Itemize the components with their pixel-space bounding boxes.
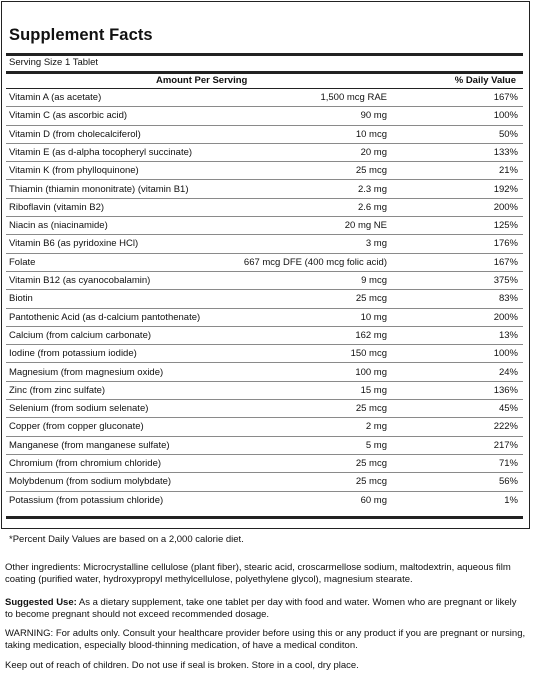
nutrient-row <box>6 437 523 455</box>
nutrient-name: Thiamin (thiamin mononitrate) (vitamin B1) <box>9 183 189 195</box>
nutrient-name: Potassium (from potassium chloride) <box>9 494 164 506</box>
nutrient-row <box>6 455 523 473</box>
nutrient-daily-value: 222% <box>493 421 518 433</box>
nutrient-amount: 90 mg <box>360 110 387 122</box>
nutrient-daily-value: 100% <box>493 110 518 122</box>
nutrient-row <box>6 473 523 491</box>
nutrient-daily-value: 375% <box>493 275 518 286</box>
nutrient-daily-value: 21% <box>498 165 518 177</box>
nutrient-name: Selenium (from sodium selenate) <box>9 403 149 415</box>
nutrient-daily-value: 83% <box>498 293 518 305</box>
title-rule <box>6 53 523 56</box>
nutrient-daily-value: 192% <box>493 183 518 195</box>
storage-instructions: Keep out of reach of children. Do not use if seal is broken. Store in a cool, dry place. <box>5 660 359 671</box>
amount-per-serving-header: Amount Per Serving <box>156 75 248 86</box>
nutrient-amount: 10 mcg <box>355 128 387 140</box>
nutrient-name: Biotin <box>9 293 33 305</box>
nutrient-amount: 100 mg <box>355 366 387 378</box>
nutrient-daily-value: 13% <box>498 329 518 341</box>
nutrient-daily-value: 167% <box>493 256 518 268</box>
nutrient-name: Vitamin C (as ascorbic acid) <box>9 110 128 122</box>
nutrient-daily-value: 200% <box>493 311 518 323</box>
nutrient-daily-value: 1% <box>504 494 518 506</box>
daily-value-header: % Daily Value <box>454 75 516 86</box>
nutrient-row <box>6 418 523 436</box>
nutrient-name: Chromium (from chromium chloride) <box>9 458 162 469</box>
serving-rule <box>6 71 523 74</box>
nutrient-row <box>6 327 523 345</box>
nutrient-row <box>6 217 523 235</box>
nutrient-amount: 10 mg <box>360 311 387 323</box>
nutrient-name: Molybdenum (from sodium molybdate) <box>9 476 172 488</box>
nutrient-row <box>6 199 523 217</box>
nutrient-daily-value: 133% <box>493 146 518 158</box>
nutrient-row <box>6 235 523 253</box>
suggested-use <box>5 597 527 620</box>
nutrient-name: Calcium (from calcium carbonate) <box>9 329 152 341</box>
nutrient-amount: 15 mg <box>360 384 387 396</box>
nutrient-name: Zinc (from zinc sulfate) <box>9 384 106 396</box>
nutrient-name: Manganese (from manganese sulfate) <box>9 439 170 451</box>
nutrient-name: Iodine (from potassium iodide) <box>9 348 137 360</box>
nutrient-daily-value: 45% <box>498 403 518 415</box>
nutrient-amount: 25 mcg <box>355 293 387 305</box>
nutrient-amount: 150 mcg <box>350 348 387 360</box>
nutrient-daily-value: 125% <box>493 220 518 232</box>
nutrient-name: Magnesium (from magnesium oxide) <box>9 366 164 378</box>
panel-title: Supplement Facts <box>9 26 153 44</box>
serving-size: Serving Size 1 Tablet <box>9 57 99 68</box>
nutrient-amount: 60 mg <box>360 494 387 506</box>
nutrient-name: Folate <box>9 256 36 268</box>
nutrient-row <box>6 144 523 162</box>
nutrient-row <box>6 272 523 290</box>
nutrient-amount: 9 mcg <box>361 275 387 286</box>
nutrient-name: Vitamin A (as acetate) <box>9 92 102 103</box>
nutrient-amount: 162 mg <box>355 329 387 341</box>
other-ingredients: Other ingredients: Microcrystalline cellulose (plant fiber), stearic acid, croscarmellose sodium, maltodextrin, aqueous film coating (purified water, hydroxypropyl methylcellulose, polyethylene glycol), magnesium stearate. <box>5 562 511 585</box>
nutrient-amount: 25 mcg <box>355 403 387 415</box>
nutrient-row <box>6 181 523 199</box>
nutrient-row <box>6 126 523 144</box>
nutrient-daily-value: 50% <box>498 128 518 140</box>
suggested-use-text: As a dietary supplement, take one tablet per day with food and water. Women who are pregnant or likely to become pregnant should not exceed recommended dosage. <box>5 597 517 620</box>
nutrient-name: Niacin as (niacinamide) <box>9 220 108 232</box>
suggested-use-label: Suggested Use: <box>5 597 77 608</box>
nutrient-amount: 3 mg <box>365 238 387 250</box>
nutrient-row <box>6 309 523 327</box>
nutrient-name: Copper (from copper gluconate) <box>9 421 144 433</box>
nutrient-amount: 5 mg <box>365 439 387 451</box>
table-bottom-rule <box>6 516 523 519</box>
nutrient-name: Vitamin K (from phylloquinone) <box>9 165 139 177</box>
warning-text: WARNING: For adults only. Consult your healthcare provider before using this or any product if you are pregnant or nursing, taking medication, especially blood-thinning medication, of have a medical conditon. <box>5 628 526 651</box>
nutrient-row <box>6 492 523 510</box>
nutrient-daily-value: 200% <box>493 201 518 213</box>
nutrient-daily-value: 136% <box>493 384 518 396</box>
nutrient-row <box>6 364 523 382</box>
nutrient-daily-value: 167% <box>493 92 518 103</box>
daily-value-footnote: *Percent Daily Values are based on a 2,000 calorie diet. <box>9 534 244 545</box>
nutrient-daily-value: 100% <box>493 348 518 360</box>
nutrient-row <box>6 345 523 363</box>
nutrient-row <box>6 400 523 418</box>
nutrient-amount: 25 mcg <box>355 476 387 488</box>
nutrient-amount: 2.6 mg <box>357 201 387 213</box>
nutrient-row <box>6 290 523 308</box>
nutrient-daily-value: 176% <box>493 238 518 250</box>
nutrient-name: Vitamin B12 (as cyanocobalamin) <box>9 275 151 286</box>
nutrient-row <box>6 254 523 272</box>
nutrient-daily-value: 24% <box>498 366 518 378</box>
nutrient-name: Riboflavin (vitamin B2) <box>9 201 105 213</box>
nutrient-row <box>6 382 523 400</box>
nutrient-amount: 667 mcg DFE (400 mcg folic acid) <box>243 256 387 268</box>
nutrient-name: Vitamin E (as d-alpha tocopheryl succinate) <box>9 146 193 158</box>
nutrient-name: Pantothenic Acid (as d-calcium pantothenate) <box>9 311 201 323</box>
nutrient-amount: 1,500 mcg RAE <box>320 92 387 103</box>
nutrient-daily-value: 217% <box>493 439 518 451</box>
nutrient-row <box>6 162 523 180</box>
nutrient-amount: 2 mg <box>365 421 387 433</box>
nutrient-amount: 20 mg <box>360 146 387 158</box>
nutrient-amount: 25 mcg <box>355 458 387 469</box>
nutrient-row <box>6 89 523 107</box>
nutrient-daily-value: 71% <box>498 458 518 469</box>
nutrient-name: Vitamin B6 (as pyridoxine HCl) <box>9 238 139 250</box>
nutrient-row <box>6 107 523 125</box>
nutrient-name: Vitamin D (from cholecalciferol) <box>9 128 141 140</box>
nutrient-amount: 20 mg NE <box>344 220 387 232</box>
nutrient-amount: 25 mcg <box>355 165 387 177</box>
nutrient-amount: 2.3 mg <box>357 183 387 195</box>
nutrient-daily-value: 56% <box>498 476 518 488</box>
